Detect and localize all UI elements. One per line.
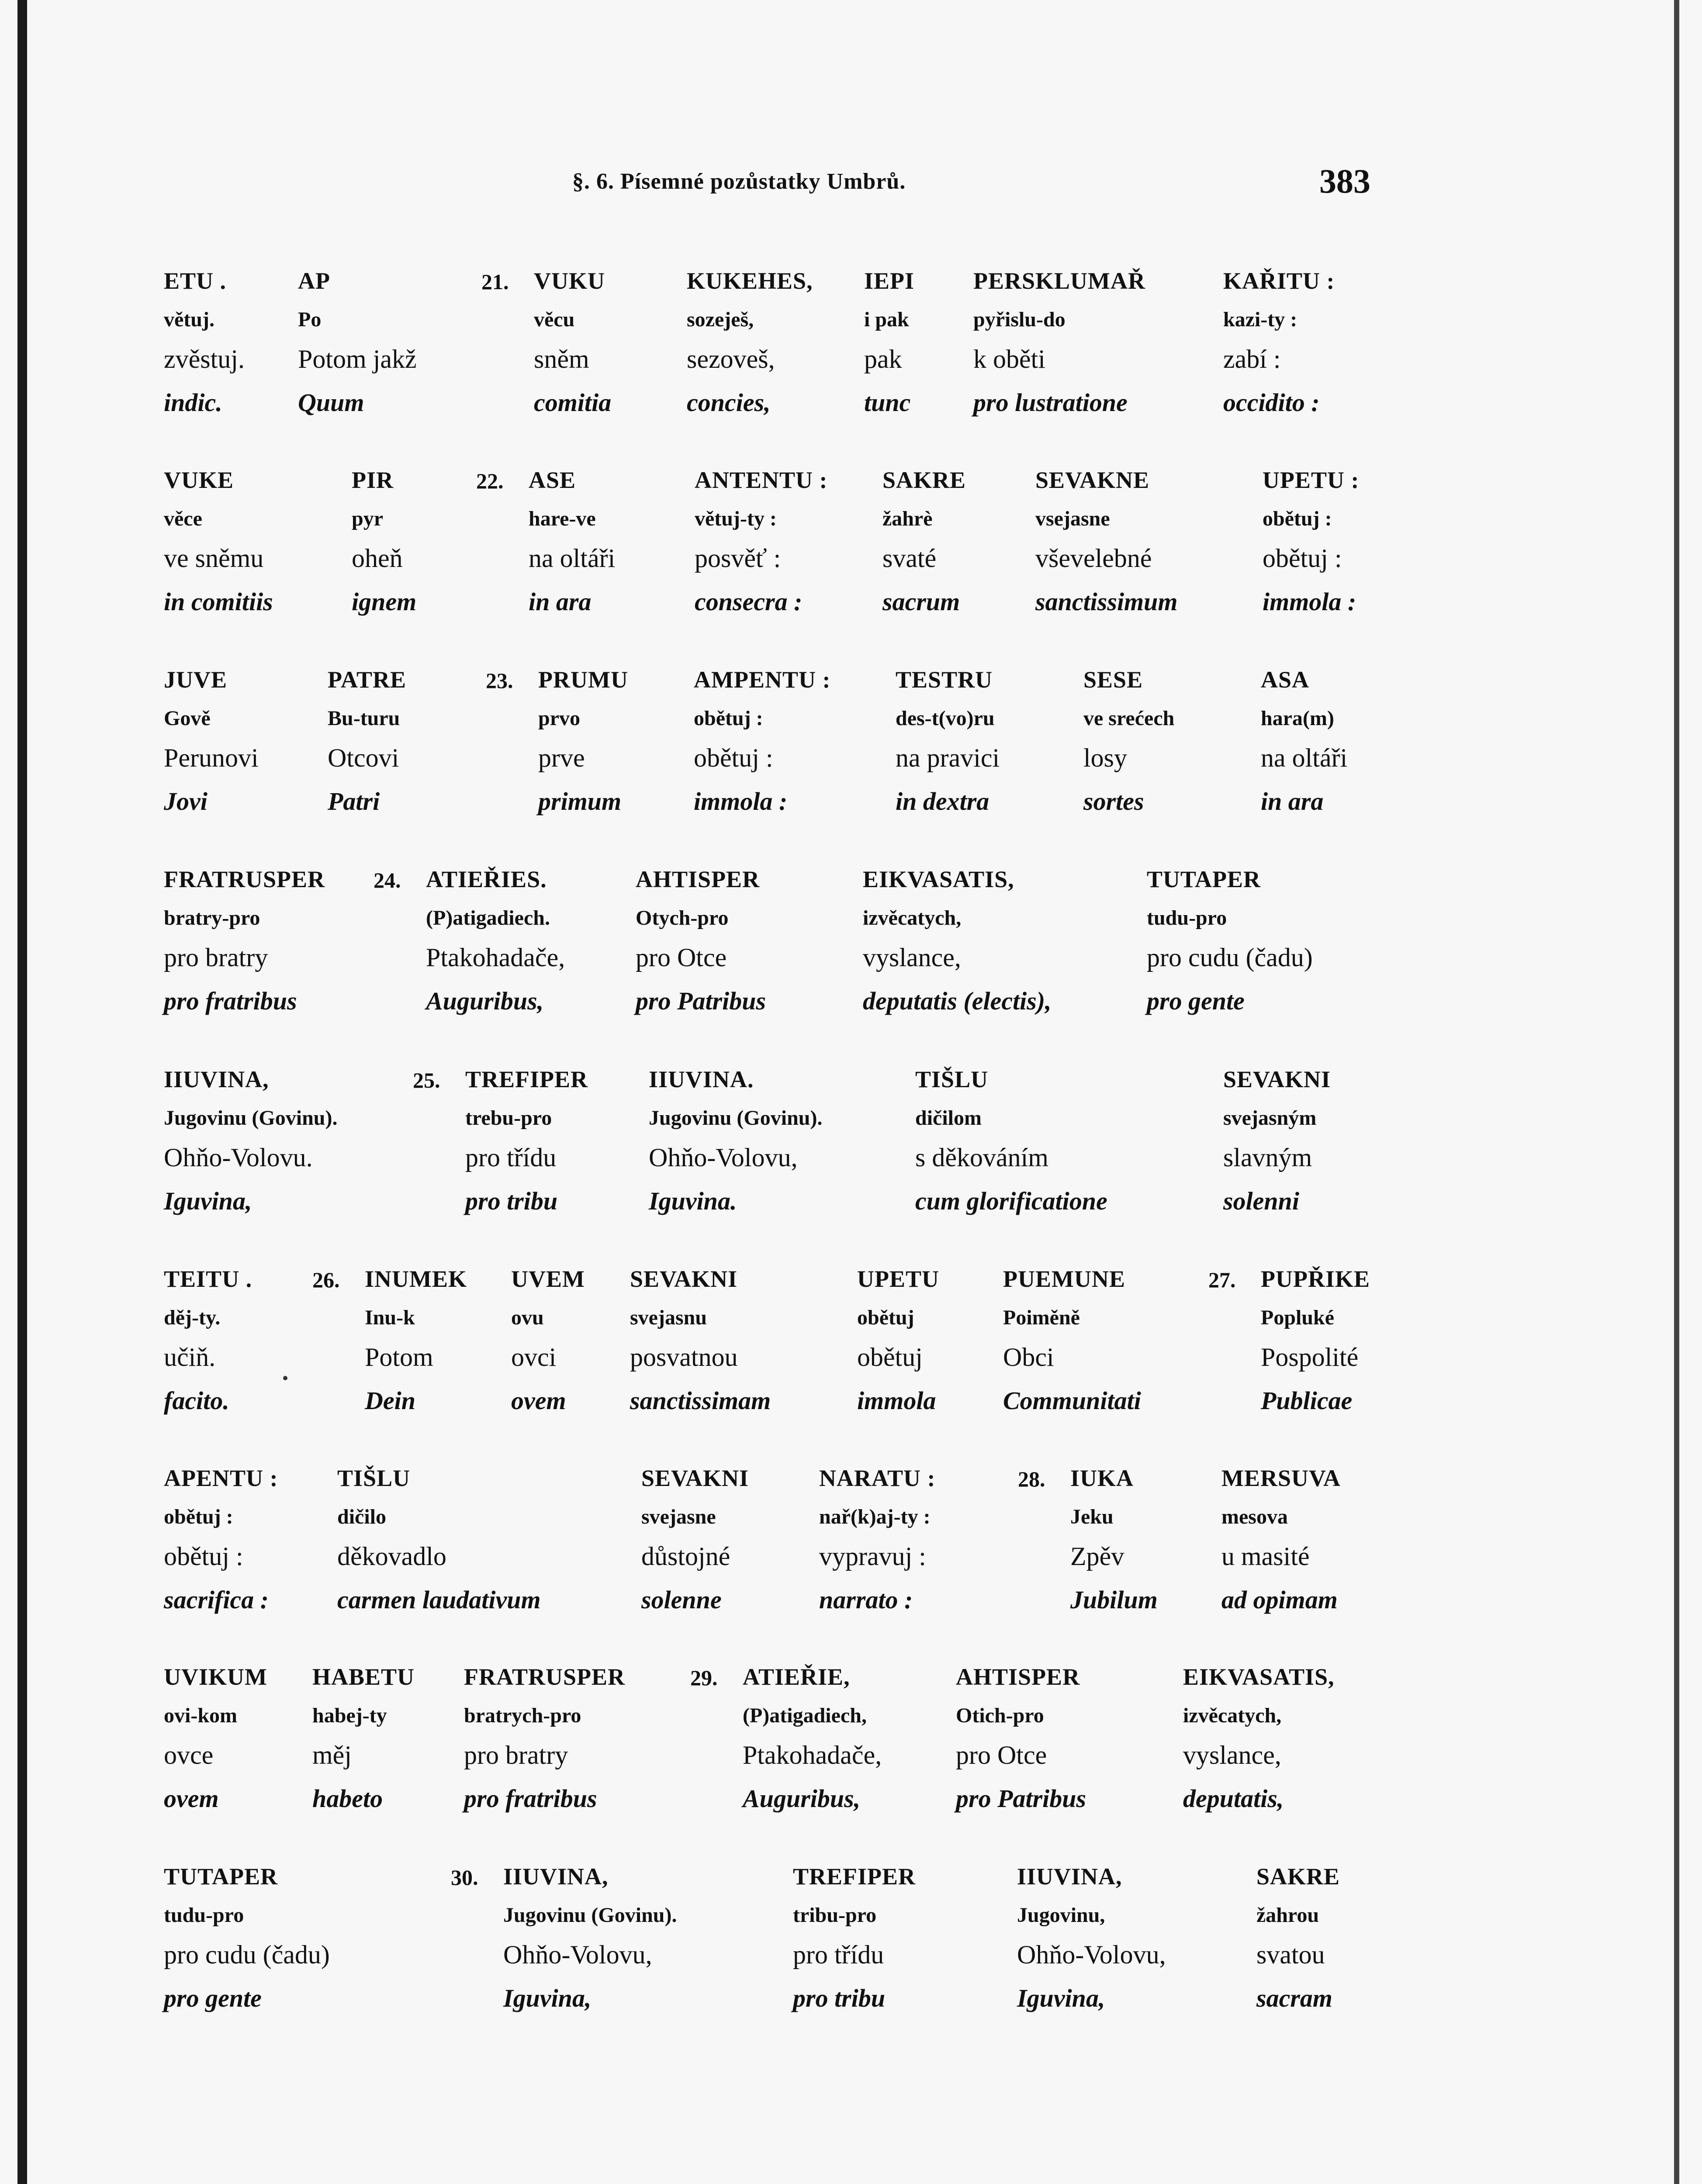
umbrian-word: TREFIPER <box>465 1066 588 1092</box>
umbrian-word: IIUVINA, <box>503 1863 609 1890</box>
latin-translation: sortes <box>1083 787 1144 816</box>
umbrian-word: AP <box>298 268 330 294</box>
latin-translation: Jovi <box>164 787 208 816</box>
umbrian-word: APENTU : <box>164 1465 278 1491</box>
czech-translation: ve sněmu <box>164 544 264 573</box>
latin-translation: pro fratribus <box>464 1784 597 1813</box>
czech-translation: Potom <box>365 1343 433 1372</box>
old-slavic-gloss: svejasne <box>641 1505 716 1528</box>
czech-translation: Ohňo-Volovu. <box>164 1143 313 1172</box>
latin-translation: solenne <box>641 1586 722 1614</box>
umbrian-word: PUPŘIKE <box>1261 1266 1370 1292</box>
latin-translation: indic. <box>164 388 222 417</box>
old-slavic-gloss: Jugovinu (Govinu). <box>503 1904 677 1927</box>
umbrian-word: ATIEŘIES. <box>426 866 547 892</box>
czech-translation: Ptakohadače, <box>426 943 565 972</box>
latin-translation: sanctissimum <box>1035 587 1178 616</box>
latin-translation: pro gente <box>1147 987 1245 1015</box>
old-slavic-gloss: i pak <box>864 308 909 331</box>
umbrian-word: PUEMUNE <box>1003 1266 1125 1292</box>
czech-translation: u masité <box>1221 1542 1310 1571</box>
latin-translation: carmen laudativum <box>337 1586 541 1614</box>
umbrian-word: TUTAPER <box>1147 866 1261 892</box>
old-slavic-gloss: Otich-pro <box>956 1704 1044 1727</box>
czech-translation: ovci <box>511 1343 557 1372</box>
old-slavic-gloss: obětuj : <box>164 1505 233 1528</box>
czech-translation: svatou <box>1256 1940 1325 1969</box>
umbrian-word: EIKVASATIS, <box>863 866 1014 892</box>
czech-translation: pro Otce <box>956 1741 1047 1769</box>
latin-translation: Publicae <box>1261 1386 1353 1415</box>
umbrian-word: SAKRE <box>1256 1863 1340 1890</box>
czech-translation: slavným <box>1223 1143 1312 1172</box>
umbrian-word: HABETU <box>312 1664 415 1690</box>
czech-translation: pro třídu <box>793 1940 884 1969</box>
umbrian-word: FRATRUSPER <box>164 866 325 892</box>
latin-translation: concies, <box>687 388 771 417</box>
old-slavic-gloss: tudu-pro <box>1147 906 1227 930</box>
umbrian-word: SEVAKNE <box>1035 467 1150 493</box>
latin-translation: Auguribus, <box>743 1784 861 1813</box>
old-slavic-gloss: tudu-pro <box>164 1904 244 1927</box>
latin-translation: pro gente <box>164 1984 262 2012</box>
czech-translation: sezoveš, <box>687 345 775 373</box>
old-slavic-gloss: svejasnu <box>630 1306 707 1329</box>
czech-translation: vševelebné <box>1035 544 1152 573</box>
umbrian-word: NARATU : <box>819 1465 936 1491</box>
umbrian-word: ETU . <box>164 268 227 294</box>
latin-translation: Iguvina, <box>503 1984 592 2012</box>
old-slavic-gloss: Otych-pro <box>636 906 729 930</box>
latin-translation: tunc <box>864 388 911 417</box>
line-group <box>0 1863 1702 2064</box>
umbrian-word: KUKEHES, <box>687 268 813 294</box>
umbrian-word: IIUVINA, <box>164 1066 269 1092</box>
umbrian-word: SEVAKNI <box>1223 1066 1331 1092</box>
old-slavic-gloss: věcu <box>534 308 575 331</box>
old-slavic-gloss: dičilo <box>337 1505 387 1528</box>
page-number: 383 <box>1319 162 1370 200</box>
latin-translation: in ara <box>529 587 592 616</box>
old-slavic-gloss: svejasným <box>1223 1106 1317 1130</box>
umbrian-word: UVIKUM <box>164 1664 267 1690</box>
czech-translation: Ohňo-Volovu, <box>503 1940 652 1969</box>
czech-translation: obětuj : <box>1263 544 1342 573</box>
latin-translation: sacrum <box>882 587 960 616</box>
czech-translation: na pravici <box>896 743 1000 772</box>
line-group <box>0 467 1702 667</box>
umbrian-word: ANTENTU : <box>695 467 828 493</box>
umbrian-word: TEITU . <box>164 1266 253 1292</box>
old-slavic-gloss: obětuj <box>857 1306 914 1329</box>
latin-translation: ovem <box>164 1784 219 1813</box>
czech-translation: Perunovi <box>164 743 259 772</box>
old-slavic-gloss: Gově <box>164 707 211 730</box>
umbrian-word: TIŠLU <box>915 1066 989 1092</box>
czech-translation: posvěť : <box>695 544 781 573</box>
umbrian-word: SEVAKNI <box>641 1465 749 1491</box>
latin-translation: habeto <box>312 1784 383 1813</box>
line-number: 26. <box>312 1268 340 1292</box>
old-slavic-gloss: (P)atigadiech. <box>426 906 550 930</box>
old-slavic-gloss: větuj. <box>164 308 214 331</box>
latin-translation: sanctissimam <box>630 1386 771 1415</box>
latin-translation: Communitati <box>1003 1386 1141 1415</box>
old-slavic-gloss: ve srećech <box>1083 707 1175 730</box>
czech-translation: svaté <box>882 544 937 573</box>
latin-translation: deputatis, <box>1183 1784 1284 1813</box>
old-slavic-gloss: nař(k)aj-ty : <box>819 1505 931 1528</box>
latin-translation: primum <box>538 787 622 816</box>
czech-translation: vypravuj : <box>819 1542 926 1571</box>
umbrian-word: PERSKLUMAŘ <box>973 268 1146 294</box>
czech-translation: obětuj <box>857 1343 923 1372</box>
old-slavic-gloss: prvo <box>538 707 580 730</box>
czech-translation: Potom jakž <box>298 345 417 373</box>
czech-translation: posvatnou <box>630 1343 738 1372</box>
latin-translation: occidito : <box>1223 388 1320 417</box>
line-number: 30. <box>451 1865 478 1890</box>
umbrian-word: IIUVINA. <box>649 1066 754 1092</box>
latin-translation: in comitiis <box>164 587 273 616</box>
umbrian-word: SEVAKNI <box>630 1266 738 1292</box>
old-slavic-gloss: Popluké <box>1261 1306 1335 1329</box>
latin-translation: facito. <box>164 1386 229 1415</box>
line-number: 29. <box>690 1666 718 1690</box>
umbrian-word: IEPI <box>864 268 915 294</box>
umbrian-word: TREFIPER <box>793 1863 916 1890</box>
old-slavic-gloss: věce <box>164 507 202 530</box>
latin-translation: ad opimam <box>1221 1586 1338 1614</box>
czech-translation: vyslance, <box>1183 1741 1281 1769</box>
czech-translation: pro Otce <box>636 943 727 972</box>
umbrian-word: TESTRU <box>896 667 993 693</box>
line-group <box>0 1663 1702 1864</box>
old-slavic-gloss: bratrych-pro <box>464 1704 581 1727</box>
umbrian-word: IIUVINA, <box>1017 1863 1122 1890</box>
czech-translation: losy <box>1083 743 1128 772</box>
umbrian-word: TUTAPER <box>164 1863 278 1890</box>
umbrian-word: VUKU <box>534 268 605 294</box>
old-slavic-gloss: Jugovinu (Govinu). <box>649 1106 823 1130</box>
latin-translation: Quum <box>298 388 364 417</box>
line-group <box>0 267 1702 468</box>
latin-translation: immola : <box>1263 587 1356 616</box>
old-slavic-gloss: vsejasne <box>1035 507 1110 530</box>
latin-translation: Iguvina. <box>649 1187 737 1215</box>
umbrian-word: INUMEK <box>365 1266 467 1292</box>
line-number: 28. <box>1018 1467 1045 1491</box>
umbrian-word: TIŠLU <box>337 1465 411 1491</box>
czech-translation: Ohňo-Volovu, <box>649 1143 798 1172</box>
czech-translation: důstojné <box>641 1542 730 1571</box>
latin-translation: cum glorificatione <box>915 1187 1107 1215</box>
old-slavic-gloss: Jugovinu, <box>1017 1904 1105 1927</box>
latin-translation: immola : <box>694 787 788 816</box>
line-group <box>0 666 1702 867</box>
umbrian-word: VUKE <box>164 467 234 493</box>
old-slavic-gloss: dičilom <box>915 1106 982 1130</box>
latin-translation: pro Patribus <box>956 1784 1086 1813</box>
czech-translation: Otcovi <box>328 743 399 772</box>
czech-translation: sněm <box>534 345 589 373</box>
umbrian-word: KAŘITU : <box>1223 268 1335 294</box>
old-slavic-gloss: (P)atigadiech, <box>743 1704 867 1727</box>
old-slavic-gloss: pyřislu-do <box>973 308 1065 331</box>
latin-translation: deputatis (electis), <box>863 987 1052 1015</box>
latin-translation: narrato : <box>819 1586 913 1614</box>
old-slavic-gloss: Poiměně <box>1003 1306 1080 1329</box>
latin-translation: Patri <box>328 787 380 816</box>
old-slavic-gloss: des-t(vo)ru <box>896 707 995 730</box>
umbrian-word: IUKA <box>1070 1465 1134 1491</box>
latin-translation: ovem <box>511 1386 566 1415</box>
old-slavic-gloss: bratry-pro <box>164 906 260 930</box>
latin-translation: pro tribu <box>465 1187 558 1215</box>
umbrian-word: SESE <box>1083 667 1143 693</box>
line-number: 24. <box>374 868 401 892</box>
running-head: §. 6. Písemné pozůstatky Umbrů. <box>572 169 906 194</box>
old-slavic-gloss: habej-ty <box>312 1704 387 1727</box>
latin-translation: Iguvina, <box>164 1187 252 1215</box>
czech-translation: měj <box>312 1741 352 1769</box>
czech-translation: obětuj : <box>694 743 773 772</box>
line-group <box>0 1066 1702 1267</box>
latin-translation: pro fratribus <box>164 987 297 1015</box>
old-slavic-gloss: Inu-k <box>365 1306 415 1329</box>
czech-translation: pro cudu (čadu) <box>164 1940 330 1969</box>
old-slavic-gloss: žahrè <box>882 507 933 530</box>
line-number: 25. <box>413 1068 440 1092</box>
czech-translation: pro bratry <box>164 943 268 972</box>
umbrian-word: EIKVASATIS, <box>1183 1664 1335 1690</box>
line-number: 27. <box>1208 1268 1236 1292</box>
old-slavic-gloss: trebu-pro <box>465 1106 552 1130</box>
umbrian-word: JUVE <box>164 667 228 693</box>
umbrian-word: ASA <box>1261 667 1310 693</box>
czech-translation: Obci <box>1003 1343 1054 1372</box>
old-slavic-gloss: žahrou <box>1256 1904 1319 1927</box>
czech-translation: učiň. <box>164 1343 216 1372</box>
umbrian-word: SAKRE <box>882 467 966 493</box>
old-slavic-gloss: ovi-kom <box>164 1704 237 1727</box>
czech-translation: pro třídu <box>465 1143 557 1172</box>
latin-translation: in dextra <box>896 787 989 816</box>
latin-translation: in ara <box>1261 787 1324 816</box>
old-slavic-gloss: Po <box>298 308 322 331</box>
latin-translation: pro tribu <box>793 1984 886 2012</box>
czech-translation: Pospolité <box>1261 1343 1359 1372</box>
latin-translation: comitia <box>534 388 612 417</box>
umbrian-word: UPETU : <box>1263 467 1360 493</box>
czech-translation: oheň <box>352 544 403 573</box>
line-group <box>0 866 1702 1067</box>
line-number: 21. <box>481 270 509 294</box>
czech-translation: Ptakohadače, <box>743 1741 882 1769</box>
umbrian-word: PATRE <box>328 667 406 693</box>
umbrian-word: UPETU <box>857 1266 940 1292</box>
czech-translation: na oltáři <box>529 544 616 573</box>
umbrian-word: FRATRUSPER <box>464 1664 626 1690</box>
czech-translation: prve <box>538 743 585 772</box>
umbrian-word: AHTISPER <box>956 1664 1080 1690</box>
old-slavic-gloss: hare-ve <box>529 507 596 530</box>
old-slavic-gloss: kazi-ty : <box>1223 308 1297 331</box>
old-slavic-gloss: větuj-ty : <box>695 507 777 530</box>
old-slavic-gloss: Jugovinu (Govinu). <box>164 1106 338 1130</box>
czech-translation: děkovadlo <box>337 1542 446 1571</box>
old-slavic-gloss: ovu <box>511 1306 544 1329</box>
umbrian-word: AMPENTU : <box>694 667 831 693</box>
czech-translation: zabí : <box>1223 345 1281 373</box>
czech-translation: pro cudu (čadu) <box>1147 943 1313 972</box>
old-slavic-gloss: obětuj : <box>694 707 763 730</box>
czech-translation: na oltáři <box>1261 743 1348 772</box>
latin-translation: Jubilum <box>1070 1586 1158 1614</box>
old-slavic-gloss: mesova <box>1221 1505 1288 1528</box>
umbrian-word: AHTISPER <box>636 866 760 892</box>
old-slavic-gloss: obětuj : <box>1263 507 1332 530</box>
latin-translation: solenni <box>1223 1187 1300 1215</box>
umbrian-word: MERSUVA <box>1221 1465 1341 1491</box>
old-slavic-gloss: tribu-pro <box>793 1904 877 1927</box>
line-number: 23. <box>486 668 513 693</box>
latin-translation: pro lustratione <box>973 388 1128 417</box>
old-slavic-gloss: pyr <box>352 507 383 530</box>
old-slavic-gloss: izvěcatych, <box>1183 1704 1282 1727</box>
latin-translation: sacram <box>1256 1984 1332 2012</box>
old-slavic-gloss: sozeješ, <box>687 308 754 331</box>
czech-translation: s děkováním <box>915 1143 1048 1172</box>
umbrian-word: ASE <box>529 467 576 493</box>
czech-translation: ovce <box>164 1741 214 1769</box>
czech-translation: pro bratry <box>464 1741 568 1769</box>
czech-translation: obětuj : <box>164 1542 243 1571</box>
czech-translation: k oběti <box>973 345 1045 373</box>
line-group <box>0 1265 1702 1466</box>
umbrian-word: PRUMU <box>538 667 628 693</box>
line-number: 22. <box>476 469 504 493</box>
latin-translation: pro Patribus <box>636 987 766 1015</box>
czech-translation: pak <box>864 345 902 373</box>
old-slavic-gloss: děj-ty. <box>164 1306 221 1329</box>
czech-translation: Ohňo-Volovu, <box>1017 1940 1166 1969</box>
old-slavic-gloss: Jeku <box>1070 1505 1114 1528</box>
latin-translation: consecra : <box>695 587 803 616</box>
old-slavic-gloss: izvěcatych, <box>863 906 962 930</box>
latin-translation: ignem <box>352 587 417 616</box>
latin-translation: Auguribus, <box>426 987 544 1015</box>
czech-translation: Zpěv <box>1070 1542 1124 1571</box>
czech-translation: vyslance, <box>863 943 961 972</box>
umbrian-word: ATIEŘIE, <box>743 1664 850 1690</box>
umbrian-word: PIR <box>352 467 394 493</box>
old-slavic-gloss: hara(m) <box>1261 707 1334 730</box>
line-group <box>0 1465 1702 1666</box>
old-slavic-gloss: Bu-turu <box>328 707 400 730</box>
latin-translation: immola <box>857 1386 936 1415</box>
umbrian-word: UVEM <box>511 1266 585 1292</box>
latin-translation: sacrifica : <box>164 1586 269 1614</box>
czech-translation: zvěstuj. <box>164 345 245 373</box>
latin-translation: Iguvina, <box>1017 1984 1105 2012</box>
latin-translation: Dein <box>365 1386 415 1415</box>
